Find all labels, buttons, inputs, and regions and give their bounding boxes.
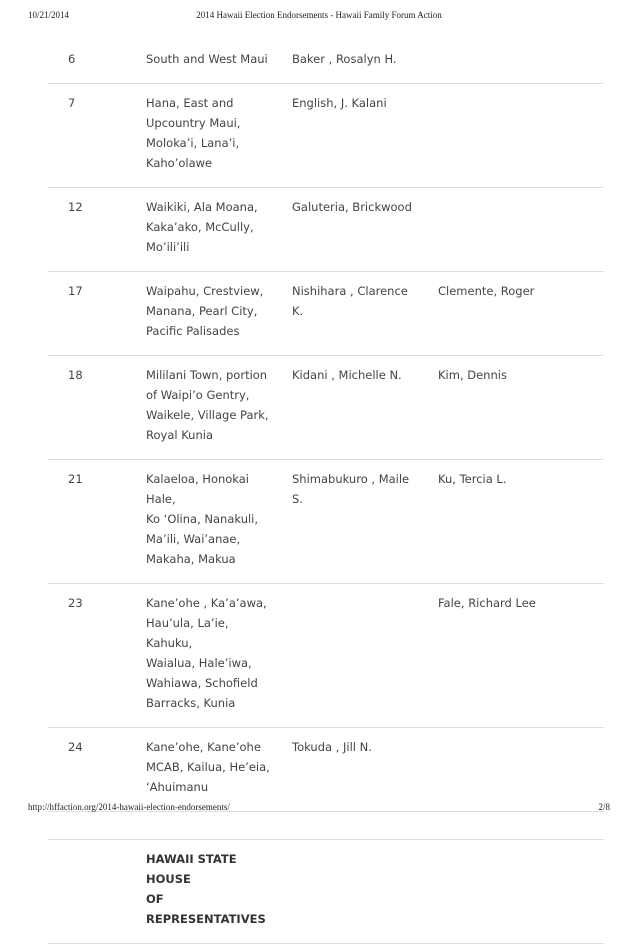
area-cell — [138, 40, 284, 84]
area-cell — [138, 272, 284, 356]
area-line: Waikiki, Ala Moana, — [146, 200, 258, 214]
area-line: Mililani Town, portion — [146, 368, 268, 382]
district-cell: 7 — [48, 84, 138, 188]
candidate-cell — [430, 40, 604, 84]
area-line: Mo’ili’ili — [146, 240, 190, 254]
table-row — [48, 356, 604, 460]
candidate-cell: Shimabukuro , Maile S. — [284, 460, 430, 584]
area-cell — [138, 460, 284, 584]
district-cell: 12 — [48, 188, 138, 272]
area-cell — [138, 84, 284, 188]
blank-cell — [284, 840, 430, 944]
area-line: Pacific Palisades — [146, 324, 240, 338]
section-heading-line: HAWAII STATE HOUSE — [146, 852, 237, 886]
print-date: 10/21/2014 — [28, 10, 70, 20]
area-line: Kaho’olawe — [146, 156, 213, 170]
page-number: 2/8 — [598, 802, 610, 812]
district-cell: 23 — [48, 584, 138, 728]
table-row — [48, 584, 604, 728]
candidate-cell: Clemente, Roger — [430, 272, 604, 356]
area-line: Upcountry Maui, — [146, 116, 241, 130]
area-line: Waipahu, Crestview, — [146, 284, 264, 298]
area-line: Hau’ula, La’ie, Kahuku, — [146, 616, 229, 650]
district-cell: 6 — [48, 40, 138, 84]
area-line: Kalaeloa, Honokai Hale, — [146, 472, 250, 506]
page-url: http://hffaction.org/2014-hawaii-election-endorsements/ — [28, 802, 230, 812]
area-line: ‘Ahuimanu — [146, 780, 209, 794]
area-cell — [138, 728, 284, 812]
area-cell — [138, 584, 284, 728]
candidate-cell — [430, 84, 604, 188]
area-line: Royal Kunia — [146, 428, 214, 442]
area-line: South and West Maui — [146, 52, 268, 66]
candidate-cell: Kidani , Michelle N. — [284, 356, 430, 460]
area-cell — [138, 188, 284, 272]
area-line: Makaha, Makua — [146, 552, 236, 566]
table-row — [48, 40, 604, 84]
section-heading-line: OF REPRESENTATIVES — [146, 892, 266, 926]
candidate-cell — [430, 188, 604, 272]
print-title: 2014 Hawaii Election Endorsements - Hawaii Family Forum Action — [196, 10, 442, 20]
area-cell — [138, 356, 284, 460]
area-line: Ko ‘Olina, Nanakuli, — [146, 512, 259, 526]
area-line: Moloka’i, Lana’i, — [146, 136, 240, 150]
candidate-cell: Baker , Rosalyn H. — [284, 40, 430, 84]
area-line: Hana, East and — [146, 96, 234, 110]
area-line: of Waipi’o Gentry, — [146, 388, 250, 402]
area-line: Barracks, Kunia — [146, 696, 236, 710]
blank-cell — [430, 840, 604, 944]
blank-cell — [48, 840, 138, 944]
table-row — [48, 188, 604, 272]
area-line: Kane’ohe, Kane’ohe — [146, 740, 261, 754]
print-footer — [0, 802, 638, 816]
candidate-cell: Kim, Dennis — [430, 356, 604, 460]
district-cell: 18 — [48, 356, 138, 460]
area-line: Waikele, Village Park, — [146, 408, 269, 422]
table-row — [48, 460, 604, 584]
table-row — [48, 272, 604, 356]
candidate-cell: Tokuda , Jill N. — [284, 728, 430, 812]
table-row — [48, 84, 604, 188]
area-line: Ma’ili, Wai’anae, — [146, 532, 241, 546]
candidate-cell: Galuteria, Brickwood — [284, 188, 430, 272]
candidate-cell: English, J. Kalani — [284, 84, 430, 188]
district-cell: 24 — [48, 728, 138, 812]
print-header — [0, 10, 638, 24]
candidate-cell: Ku, Tercia L. — [430, 460, 604, 584]
area-line: Wahiawa, Schofield — [146, 676, 258, 690]
candidate-cell: Nishihara , Clarence K. — [284, 272, 430, 356]
area-line: Kane’ohe , Ka’a’awa, — [146, 596, 267, 610]
district-cell: 17 — [48, 272, 138, 356]
candidate-cell: Fale, Richard Lee — [430, 584, 604, 728]
candidate-cell — [284, 584, 430, 728]
table-row — [48, 728, 604, 812]
area-line: Manana, Pearl City, — [146, 304, 258, 318]
district-cell: 21 — [48, 460, 138, 584]
candidate-cell — [430, 728, 604, 812]
area-line: Waialua, Hale’iwa, — [146, 656, 252, 670]
section-heading-row — [48, 840, 604, 944]
area-line: MCAB, Kailua, He’eia, — [146, 760, 270, 774]
section-heading — [138, 840, 284, 944]
area-line: Kaka’ako, McCully, — [146, 220, 254, 234]
